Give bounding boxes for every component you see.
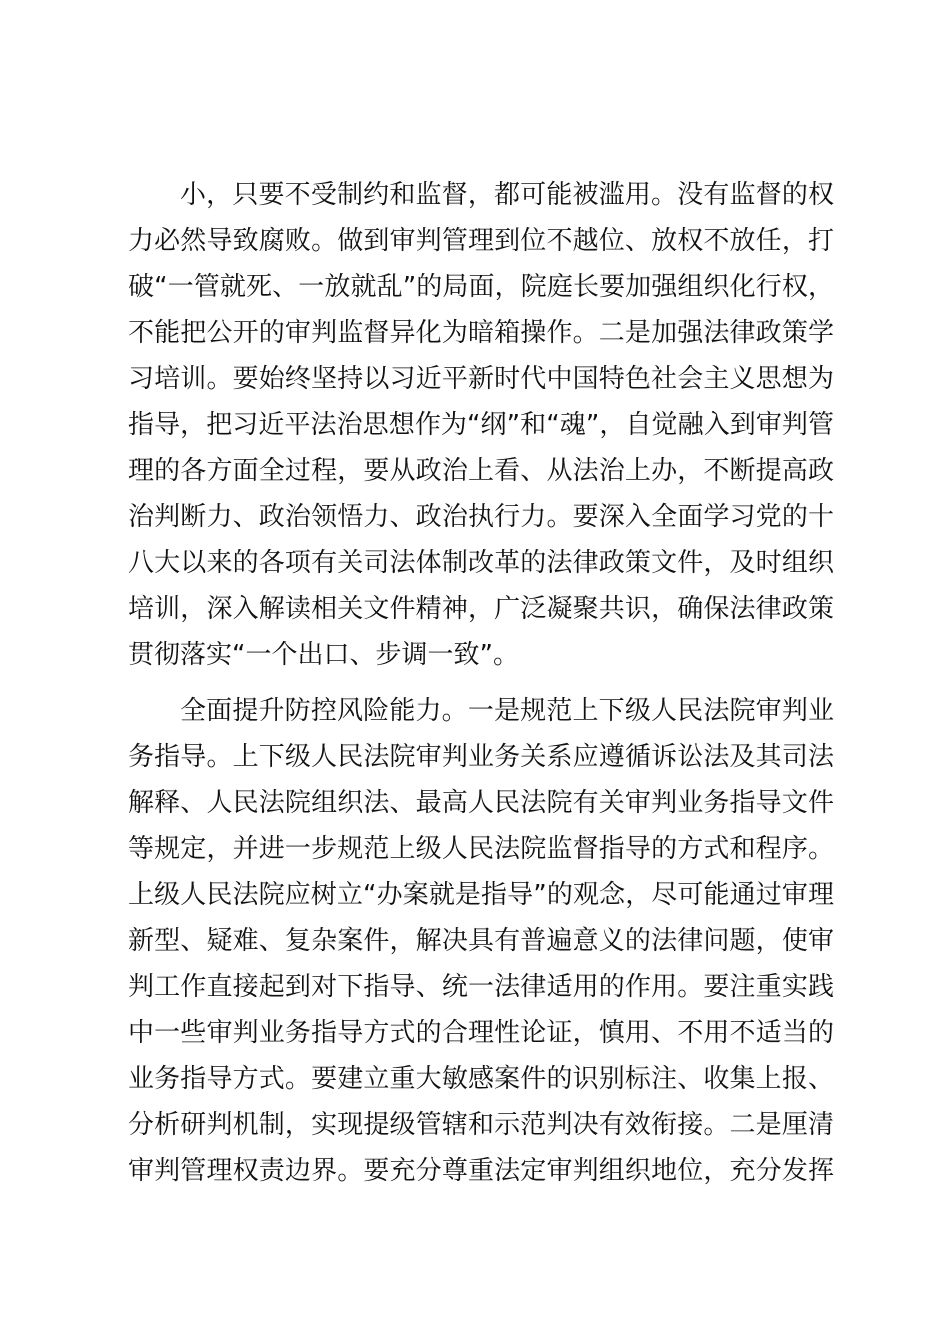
text-line: 培训，深入解读相关文件精神，广泛凝聚共识，确保法律政策 [128, 594, 834, 624]
text-line: 指导，把习近平法治思想作为“纲”和“魂”，自觉融入到审判管 [128, 410, 834, 440]
document-body [128, 172, 834, 1194]
text-line: 新型、疑难、复杂案件，解决具有普遍意义的法律问题，使审 [128, 926, 834, 956]
paragraph-1 [128, 172, 834, 678]
text-line: 全面提升防控风险能力。一是规范上下级人民法院审判业 [180, 696, 834, 726]
text-line: 八大以来的各项有关司法体制改革的法律政策文件，及时组织 [128, 548, 834, 578]
text-line: 上级人民法院应树立“办案就是指导”的观念，尽可能通过审理 [128, 880, 834, 910]
text-line: 贯彻落实“一个出口、步调一致”。 [128, 640, 519, 670]
text-line: 务指导。上下级人民法院审判业务关系应遵循诉讼法及其司法 [128, 742, 834, 772]
text-line: 中一些审判业务指导方式的合理性论证，慎用、不用不适当的 [128, 1018, 834, 1048]
text-line: 习培训。要始终坚持以习近平新时代中国特色社会主义思想为 [128, 364, 834, 394]
text-line: 业务指导方式。要建立重大敏感案件的识别标注、收集上报、 [128, 1064, 834, 1094]
text-line: 解释、人民法院组织法、最高人民法院有关审判业务指导文件 [128, 788, 834, 818]
paragraph-gap [128, 678, 834, 688]
text-line: 判工作直接起到对下指导、统一法律适用的作用。要注重实践 [128, 972, 834, 1002]
text-line: 理的各方面全过程，要从政治上看、从法治上办，不断提高政 [128, 456, 834, 486]
paragraph-2 [128, 688, 834, 1194]
text-line: 治判断力、政治领悟力、政治执行力。要深入全面学习党的十 [128, 502, 834, 532]
text-line: 小，只要不受制约和监督，都可能被滥用。没有监督的权 [180, 180, 834, 210]
text-line: 破“一管就死、一放就乱”的局面，院庭长要加强组织化行权， [128, 272, 834, 302]
text-line: 不能把公开的审判监督异化为暗箱操作。二是加强法律政策学 [128, 318, 834, 348]
text-line: 分析研判机制，实现提级管辖和示范判决有效衔接。二是厘清 [128, 1110, 834, 1140]
text-line: 力必然导致腐败。做到审判管理到位不越位、放权不放任，打 [128, 226, 834, 256]
text-line: 审判管理权责边界。要充分尊重法定审判组织地位，充分发挥 [128, 1156, 834, 1186]
text-line: 等规定，并进一步规范上级人民法院监督指导的方式和程序。 [128, 834, 834, 864]
